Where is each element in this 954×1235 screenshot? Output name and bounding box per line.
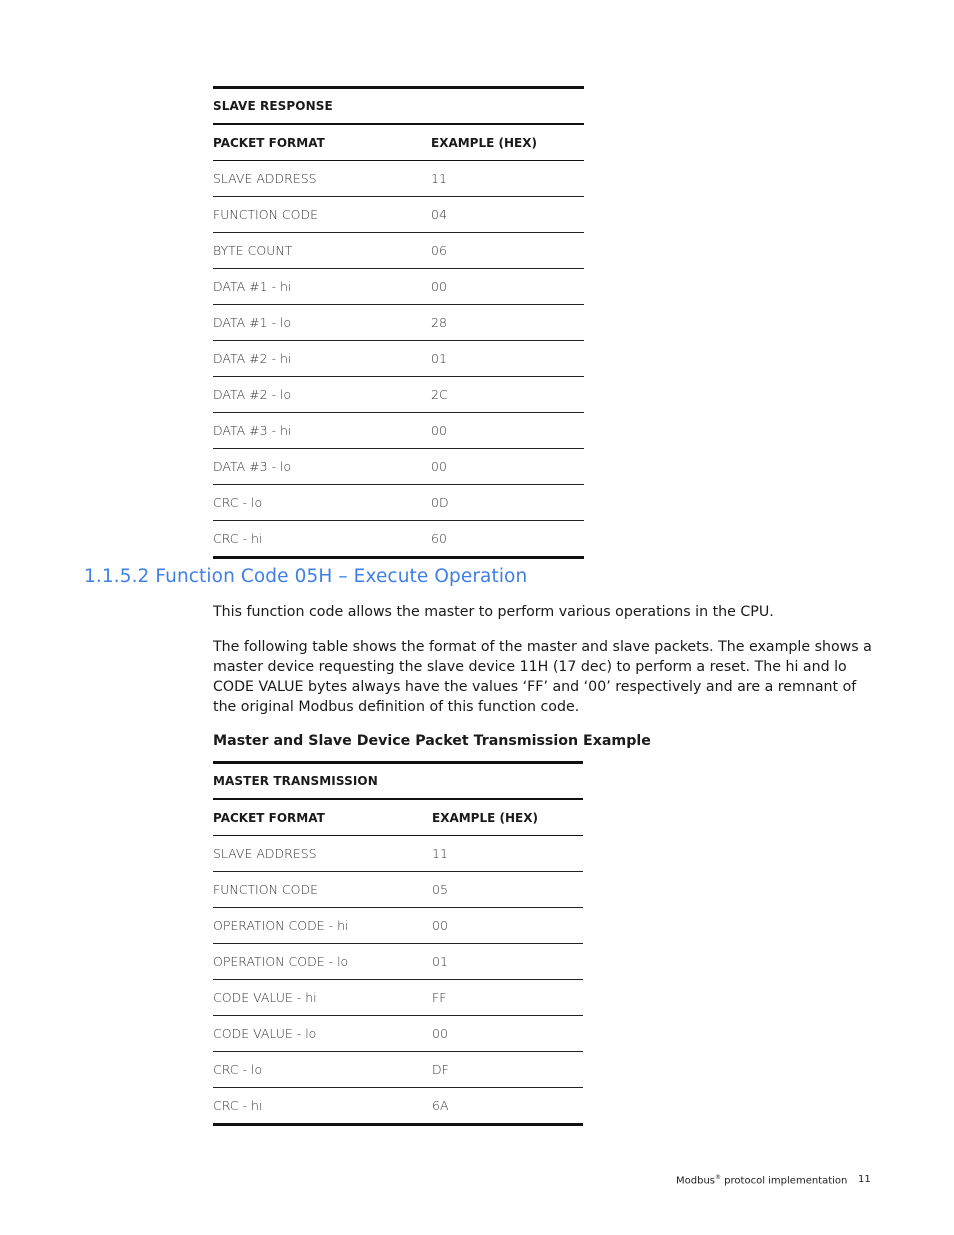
example-hex-cell: 00 — [432, 1016, 583, 1052]
example-hex-cell: 05 — [432, 872, 583, 908]
registered-mark: ® — [715, 1174, 721, 1181]
body-paragraph: The following table shows the format of the master and slave packets. The example shows a master device requesting the slave device 11H (17 dec) to perform a reset. The hi and lo CODE VALUE bytes always have the values ‘FF’ and ‘00’ respectively and are a remnant of the original Modbus definition of this function code. — [213, 639, 872, 715]
packet-format-cell: CRC - lo — [213, 485, 431, 521]
table-row — [213, 1052, 583, 1088]
table-row — [213, 377, 584, 413]
packet-format-cell: OPERATION CODE - hi — [213, 908, 432, 944]
packet-format-cell: DATA #3 - hi — [213, 413, 431, 449]
table-row — [213, 341, 584, 377]
column-header: EXAMPLE (HEX) — [432, 799, 583, 836]
example-hex-cell: 28 — [431, 305, 584, 341]
column-header: EXAMPLE (HEX) — [431, 124, 584, 161]
table-row — [213, 413, 584, 449]
example-hex-cell: FF — [432, 980, 583, 1016]
table-row — [213, 269, 584, 305]
packet-format-cell: DATA #3 - lo — [213, 449, 431, 485]
packet-format-cell: DATA #1 - hi — [213, 269, 431, 305]
example-hex-cell: 01 — [432, 944, 583, 980]
table-row — [213, 1088, 583, 1125]
example-hex-cell: 04 — [431, 197, 584, 233]
example-hex-cell: 0D — [431, 485, 584, 521]
packet-format-cell: SLAVE ADDRESS — [213, 161, 431, 197]
packet-format-cell: DATA #2 - lo — [213, 377, 431, 413]
packet-format-cell: CRC - lo — [213, 1052, 432, 1088]
example-hex-cell: 60 — [431, 521, 584, 558]
example-hex-cell: 01 — [431, 341, 584, 377]
example-hex-cell: DF — [432, 1052, 583, 1088]
slave-response-table — [213, 86, 584, 559]
packet-format-cell: SLAVE ADDRESS — [213, 836, 432, 872]
table-row — [213, 872, 583, 908]
body-paragraph: This function code allows the master to perform various operations in the CPU. — [213, 604, 774, 620]
table-row — [213, 908, 583, 944]
table-row — [213, 197, 584, 233]
table-title: SLAVE RESPONSE — [213, 88, 584, 125]
table-row — [213, 1016, 583, 1052]
packet-format-cell: CRC - hi — [213, 1088, 432, 1125]
packet-format-cell: OPERATION CODE - lo — [213, 944, 432, 980]
table-row — [213, 521, 584, 558]
packet-format-cell: CODE VALUE - lo — [213, 1016, 432, 1052]
table-row — [213, 944, 583, 980]
master-transmission-table — [213, 761, 583, 1126]
packet-format-cell: FUNCTION CODE — [213, 872, 432, 908]
table-row — [213, 836, 583, 872]
page-number: 11 — [858, 1174, 871, 1185]
section-heading: 1.1.5.2 Function Code 05H – Execute Operation — [84, 566, 528, 587]
footer-document-title — [676, 1174, 847, 1186]
packet-format-cell: CRC - hi — [213, 521, 431, 558]
example-hex-cell: 6A — [432, 1088, 583, 1125]
table-row — [213, 305, 584, 341]
packet-format-cell: FUNCTION CODE — [213, 197, 431, 233]
example-hex-cell: 00 — [431, 413, 584, 449]
table-row — [213, 161, 584, 197]
example-hex-cell: 00 — [431, 269, 584, 305]
packet-format-cell: CODE VALUE - hi — [213, 980, 432, 1016]
example-hex-cell: 2C — [431, 377, 584, 413]
example-hex-cell: 00 — [432, 908, 583, 944]
example-hex-cell: 11 — [432, 836, 583, 872]
table-row — [213, 980, 583, 1016]
column-header: PACKET FORMAT — [213, 124, 431, 161]
table-row — [213, 233, 584, 269]
table-caption: Master and Slave Device Packet Transmission Example — [213, 733, 651, 749]
footer-doc-name: Modbus — [676, 1175, 715, 1187]
table-row — [213, 485, 584, 521]
footer-doc-suffix: protocol implementation — [721, 1175, 848, 1187]
packet-format-cell: DATA #1 - lo — [213, 305, 431, 341]
column-header: PACKET FORMAT — [213, 799, 432, 836]
example-hex-cell: 11 — [431, 161, 584, 197]
packet-format-cell: DATA #2 - hi — [213, 341, 431, 377]
table-title: MASTER TRANSMISSION — [213, 763, 583, 800]
example-hex-cell: 06 — [431, 233, 584, 269]
packet-format-cell: BYTE COUNT — [213, 233, 431, 269]
table-row — [213, 449, 584, 485]
example-hex-cell: 00 — [431, 449, 584, 485]
